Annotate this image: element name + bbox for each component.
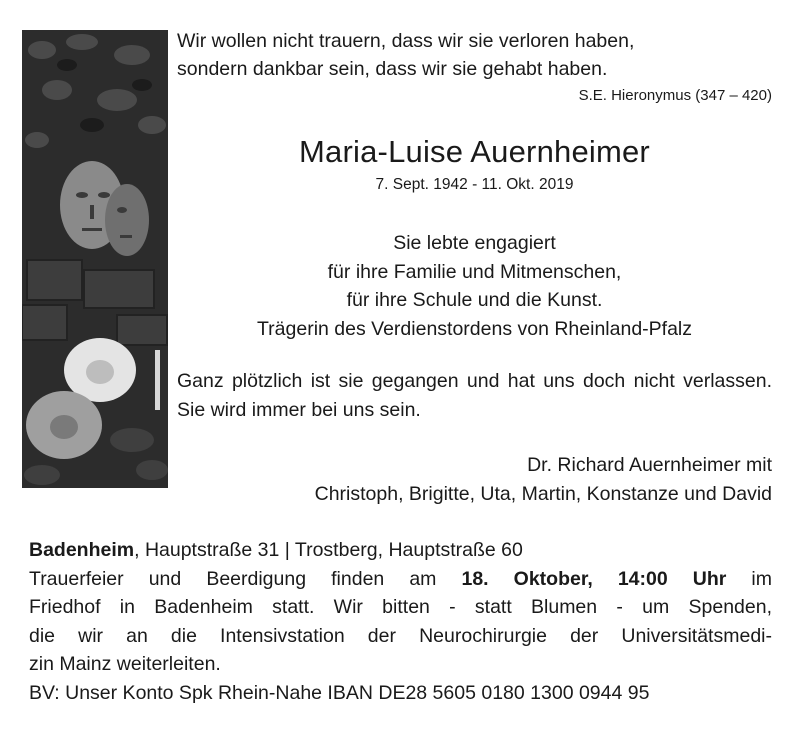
service-prefix: Trauerfeier und Beerdigung finden am <box>29 567 462 590</box>
closing-text: Ganz plötzlich ist sie gegangen und hat uns doch nicht verlassen. Sie wird immer bei uns sein. <box>177 370 772 421</box>
funeral-details <box>29 536 772 707</box>
service-line-1 <box>29 565 772 594</box>
service-line-4: zin Mainz weiterleiten. <box>29 653 221 675</box>
mourners <box>315 451 772 509</box>
tribute-line: für ihre Schule und die Kunst. <box>346 289 603 311</box>
quote-line-2: sondern dankbar sein, dass wir sie gehabt haben. <box>177 58 608 80</box>
service-line-2: Friedhof in Badenheim statt. Wir bitten - statt Blumen - um Spenden, <box>29 596 772 618</box>
service-suffix: im <box>726 567 773 590</box>
tribute-line: Sie lebte engagiert <box>393 232 556 254</box>
tribute-line: Trägerin des Verdienstordens von Rheinland-Pfalz <box>256 317 693 340</box>
deceased-name: Maria-Luise Auernheimer <box>299 134 650 169</box>
address-town: Badenheim <box>29 539 135 561</box>
address-line <box>29 536 772 565</box>
stone-face-flower-image <box>22 30 168 488</box>
quote-line-1: Wir wollen nicht trauern, dass wir sie verloren haben, <box>177 30 635 52</box>
life-dates: 7. Sept. 1942 - 11. Okt. 2019 <box>375 176 574 193</box>
service-line-3: die wir an die Intensivstation der Neurochirurgie der Universitätsmedi- <box>29 624 772 647</box>
service-date: 18. Oktober, 14:00 Uhr <box>461 567 727 590</box>
mourners-line-1: Dr. Richard Auernheimer mit <box>527 454 772 476</box>
tribute-line: für ihre Familie und Mitmenschen, <box>327 260 622 283</box>
tribute-text <box>177 229 772 343</box>
mourners-line-2: Christoph, Brigitte, Uta, Martin, Konstanze und David <box>314 483 772 505</box>
quote <box>177 27 772 83</box>
address-rest: , Hauptstraße 31 | Trostberg, Hauptstraße 60 <box>134 539 523 561</box>
memorial-photo <box>22 30 168 488</box>
quote-source: S.E. Hieronymus (347 – 420) <box>578 87 772 104</box>
bank-details: BV: Unser Konto Spk Rhein-Nahe IBAN DE28 5605 0180 1300 0944 95 <box>29 681 650 704</box>
